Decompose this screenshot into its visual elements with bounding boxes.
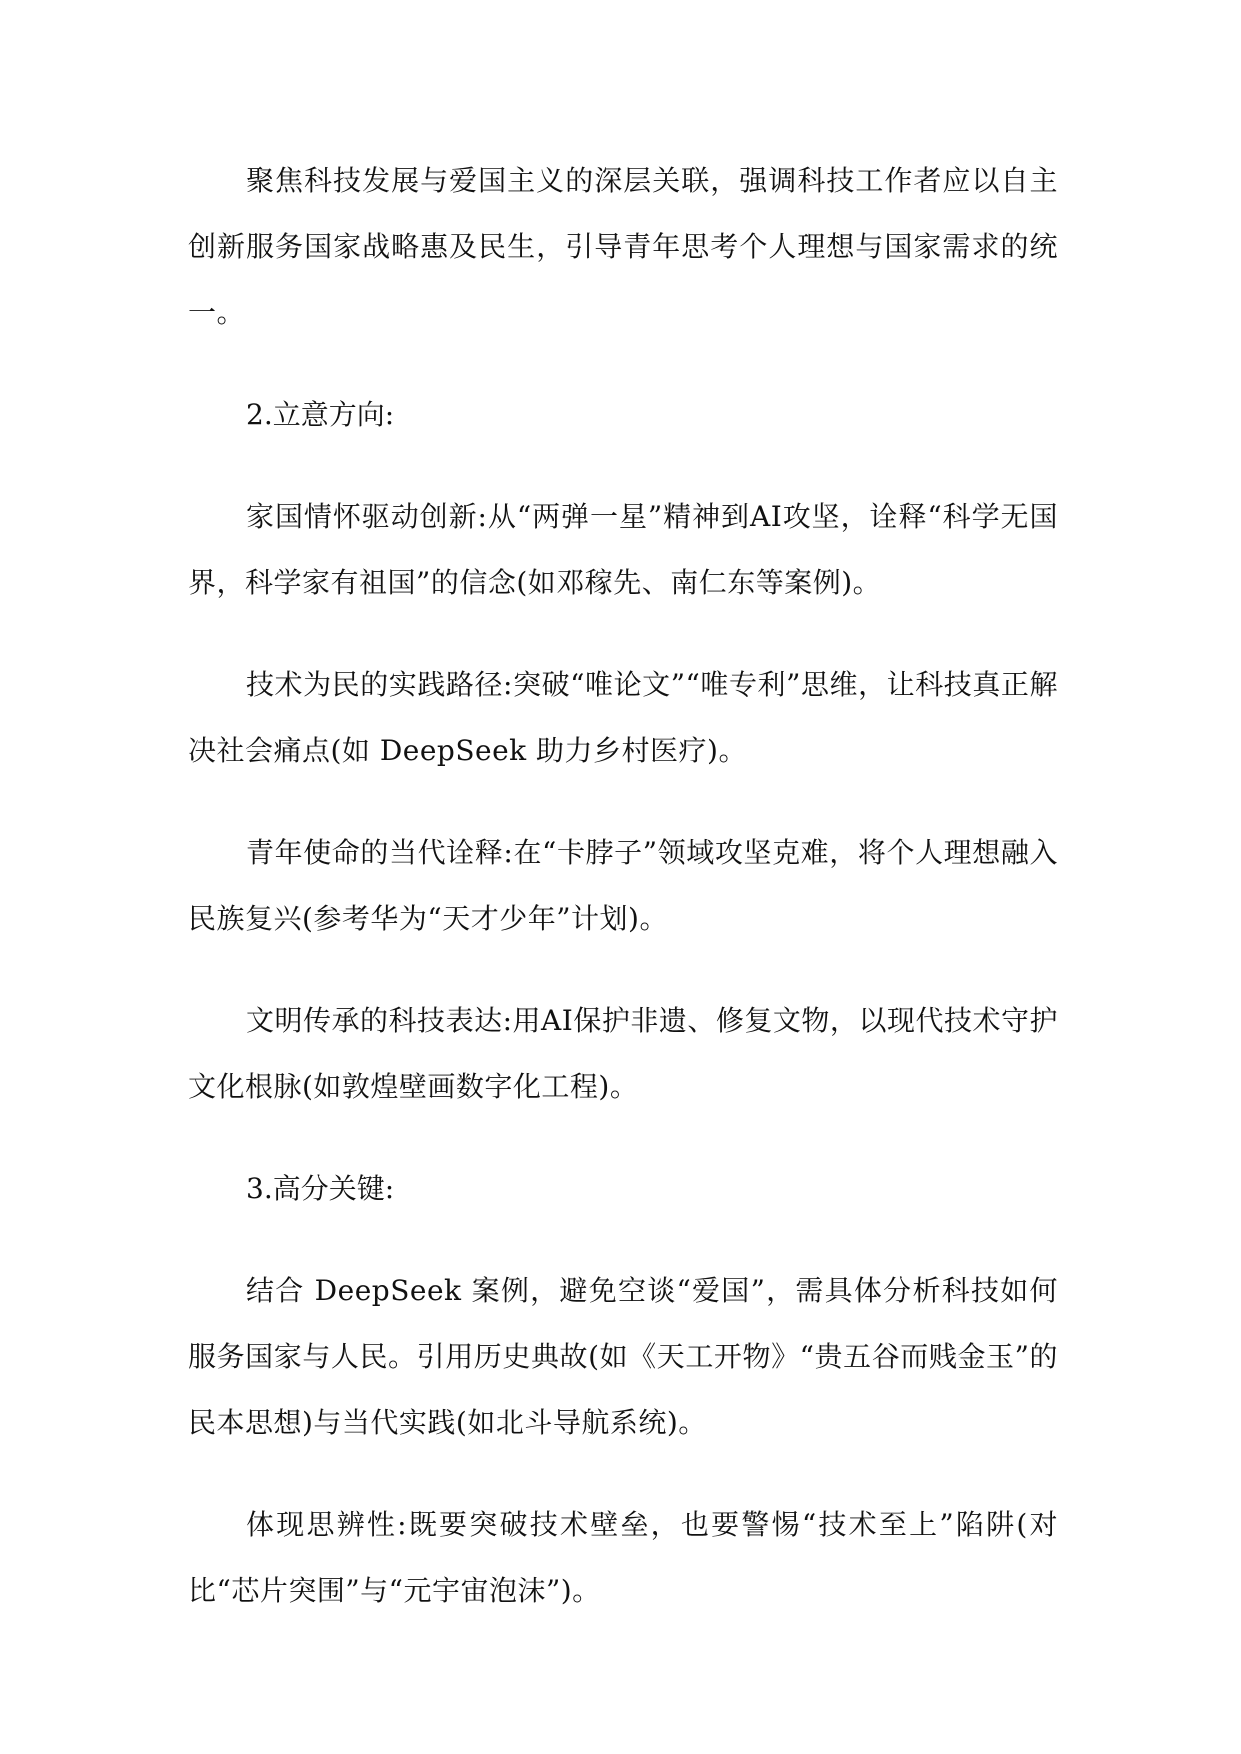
intro-paragraph: 聚焦科技发展与爱国主义的深层关联，强调科技工作者应以自主创新服务国家战略惠及民生，引导青年思考个人理想与国家需求的统一。 bbox=[188, 164, 1058, 329]
direction-item-2: 技术为民的实践路径:突破“唯论文”“唯专利”思维，让科技真正解决社会痛点(如 DeepSeek 助力乡村医疗)。 bbox=[188, 668, 1058, 767]
direction-item-4: 文明传承的科技表达:用AI保护非遗、修复文物，以现代技术守护文化根脉(如敦煌壁画数字化工程)。 bbox=[188, 1004, 1058, 1103]
section-heading-key-points: 3.高分关键: bbox=[246, 1172, 395, 1205]
direction-item-1: 家国情怀驱动创新:从“两弹一星”精神到AI攻坚，诠释“科学无国界，科学家有祖国”的信念(如邓稼先、南仁东等案例)。 bbox=[188, 500, 1058, 599]
section-heading-direction: 2.立意方向: bbox=[246, 398, 395, 431]
direction-item-3: 青年使命的当代诠释:在“卡脖子”领域攻坚克难，将个人理想融入民族复兴(参考华为“天才少年”计划)。 bbox=[188, 836, 1058, 935]
key-point-item-1: 结合 DeepSeek 案例，避免空谈“爱国”，需具体分析科技如何服务国家与人民。引用历史典故(如《天工开物》“贵五谷而贱金玉”的民本思想)与当代实践(如北斗导航系统)。 bbox=[188, 1274, 1058, 1439]
document-page bbox=[188, 148, 1058, 1660]
key-point-item-2: 体现思辨性:既要突破技术壁垒，也要警惕“技术至上”陷阱(对比“芯片突围”与“元宇宙泡沫”)。 bbox=[188, 1508, 1058, 1607]
